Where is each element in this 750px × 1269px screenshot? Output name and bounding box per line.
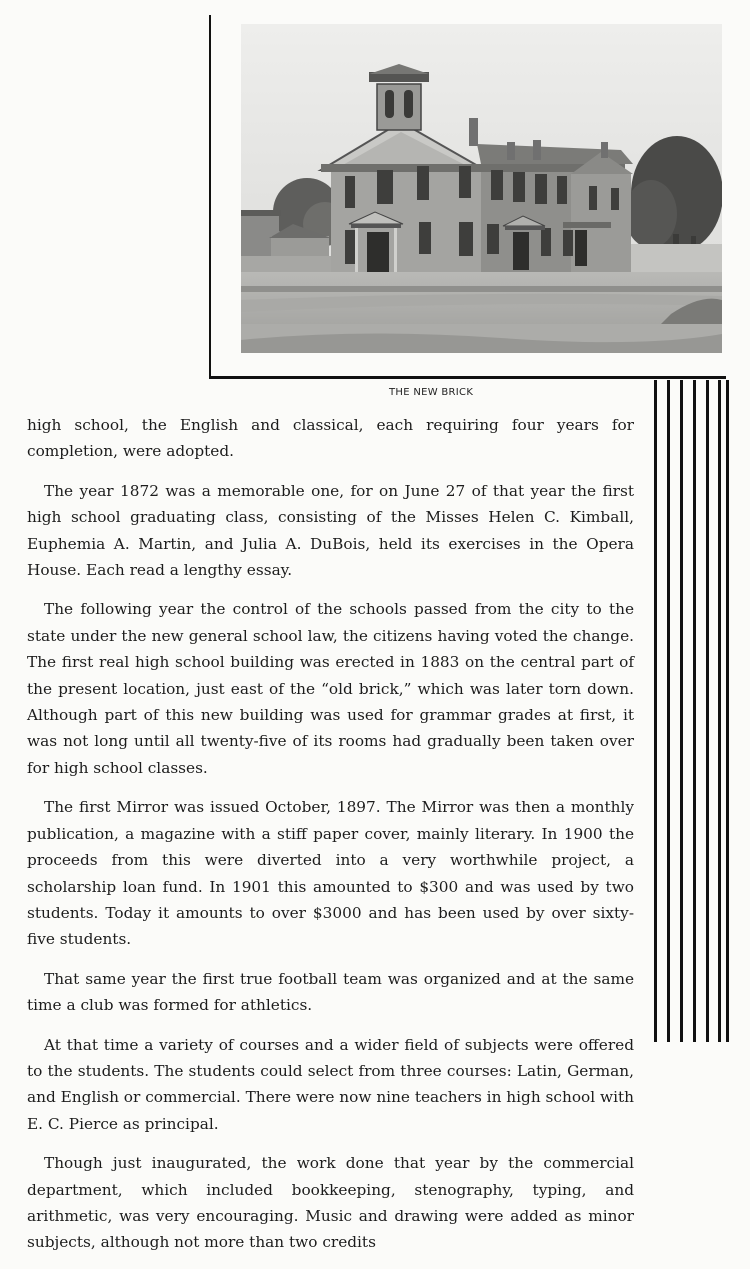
vertical-rule — [667, 380, 670, 1042]
school-building-photo-icon — [241, 24, 722, 353]
paragraph: high school, the English and classical, each requiring four years for completion, were adopted. — [27, 416, 634, 461]
vertical-rule — [680, 380, 683, 1042]
decorative-vertical-rules — [654, 380, 734, 1042]
vertical-rule — [726, 380, 729, 1042]
vertical-rule — [706, 380, 709, 1042]
paragraph: The following year the control of the schools passed from the city to the state under the new general school law, the citizens having voted the change. The first real high school building was erected in 1883 on the central part of the present location, just east of the “old brick,” which was later torn down. Although part of this new building was used for grammar grades at first, it was not long until all twenty-five of its rooms had gradually been taken over for high school classes. — [27, 600, 634, 777]
vertical-rule — [718, 380, 721, 1042]
paragraph: That same year the first true football team was organized and at the same time a club was formed for athletics. — [27, 969, 634, 1015]
vertical-rule — [693, 380, 696, 1042]
article-body — [27, 412, 634, 1269]
paragraph: The first Mirror was issued October, 1897. The Mirror was then a monthly publication, a magazine with a stiff paper cover, mainly literary. In 1900 the proceeds from this were diverted into a very worthwhile project, a scholarship loan fund. In 1901 this amounted to $300 and was used by two students. Today it amounts to over $3000 and has been used by over sixty-five students. — [27, 798, 634, 949]
paragraph: The year 1872 was a memorable one, for on June 27 of that year the first high school graduating class, consisting of the Misses Helen C. Kimball, Euphemia A. Martin, and Julia A. DuBois, held its exercises in the Opera House. Each read a lengthy essay. — [27, 481, 634, 580]
paragraph: At that time a variety of courses and a wider field of subjects were offered to the students. The students could select from three courses: Latin, German, and English or commercial. There were now nine teachers in high school with E. C. Pierce as principal. — [27, 1035, 634, 1133]
vertical-rule — [654, 380, 657, 1042]
school-building-photo — [241, 24, 722, 353]
photo-frame-bottom-border — [209, 376, 726, 379]
photo-frame-left-border — [209, 15, 211, 379]
paragraph: Though just inaugurated, the work done that year by the commercial department, which included bookkeeping, stenography, typing, and arithmetic, was very encouraging. Music and drawing were added as minor subjects, although not more than two credits — [27, 1154, 634, 1252]
photo-caption: THE NEW BRICK — [389, 387, 474, 398]
